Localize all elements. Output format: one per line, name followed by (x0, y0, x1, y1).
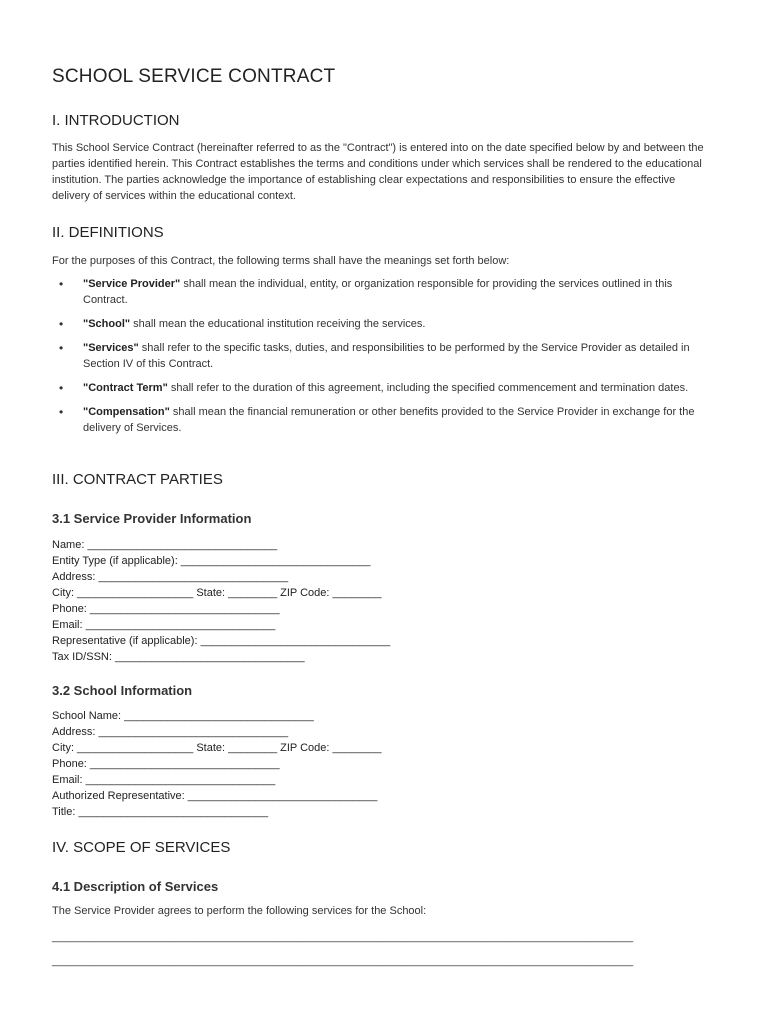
definitions-intro: For the purposes of this Contract, the following terms shall have the meanings set forth below: (52, 255, 510, 267)
provider-address-field[interactable]: Address: _______________________________ (52, 571, 289, 583)
provider-entity-type-field[interactable]: Entity Type (if applicable): _______________________________ (52, 555, 371, 567)
school-info-form (52, 708, 381, 820)
definition-term: "Service Provider" (83, 278, 181, 290)
school-city-state-zip-field[interactable]: City: ___________________ State: ________ ZIP Code: ________ (52, 742, 382, 754)
definition-term: "Services" (83, 342, 139, 354)
bullet-icon: • (59, 381, 64, 395)
definition-term: "School" (83, 318, 131, 330)
definition-item (52, 404, 716, 436)
provider-city-state-zip-field[interactable]: City: ___________________ State: ________ ZIP Code: ________ (52, 587, 382, 599)
document-title: SCHOOL SERVICE CONTRACT (52, 66, 336, 87)
definition-item (52, 340, 716, 372)
school-title-field[interactable]: Title: _______________________________ (52, 806, 269, 818)
definitions-list (52, 276, 716, 444)
services-intro: The Service Provider agrees to perform the following services for the School: (52, 905, 427, 917)
provider-representative-field[interactable]: Representative (if applicable): _______________________________ (52, 635, 391, 647)
definition-text: shall mean the educational institution receiving the services. (130, 318, 426, 330)
definition-item (52, 276, 716, 308)
section-introduction-heading: I. INTRODUCTION (52, 112, 180, 129)
school-email-field[interactable]: Email: _______________________________ (52, 774, 276, 786)
bullet-icon: • (59, 341, 64, 355)
school-phone-field[interactable]: Phone: _______________________________ (52, 758, 280, 770)
school-info-heading: 3.2 School Information (52, 683, 193, 698)
provider-phone-field[interactable]: Phone: _______________________________ (52, 603, 280, 615)
school-authorized-rep-field[interactable]: Authorized Representative: _______________________________ (52, 790, 378, 802)
definition-text: shall mean the individual, entity, or organization responsible for providing the services outlined in this Contract. (83, 278, 673, 306)
introduction-paragraph: This School Service Contract (hereinafter referred to as the "Contract") is entered into on the date specified below by and between the parties identified herein. This Contract establishes the terms and conditions under which services shall be rendered to the educational institution. The parties acknowledge the importance of establishing clear expectations and responsibilities to ensure the effective delivery of services within the educational context. (52, 142, 704, 202)
definition-text: shall refer to the duration of this agreement, including the specified commencement and termination dates. (167, 382, 689, 394)
description-of-services-heading: 4.1 Description of Services (52, 879, 219, 894)
section-scope-heading: IV. SCOPE OF SERVICES (52, 839, 231, 856)
section-definitions-heading: II. DEFINITIONS (52, 224, 164, 241)
school-address-field[interactable]: Address: _______________________________ (52, 726, 289, 738)
service-provider-info-heading: 3.1 Service Provider Information (52, 511, 252, 526)
definition-item (52, 316, 716, 332)
bullet-icon: • (59, 317, 64, 331)
bullet-icon: • (59, 405, 64, 419)
provider-name-field[interactable]: Name: _______________________________ (52, 539, 278, 551)
provider-email-field[interactable]: Email: _______________________________ (52, 619, 276, 631)
bullet-icon: • (59, 277, 64, 291)
definition-term: "Contract Term" (83, 382, 168, 394)
section-contract-parties-heading: III. CONTRACT PARTIES (52, 471, 223, 488)
services-blank-line[interactable]: _______________________________________________________________________________________________ (52, 955, 634, 967)
definition-text: shall mean the financial remuneration or other benefits provided to the Service Provider in exchange for the delivery of Services. (83, 406, 695, 434)
services-blank-line[interactable]: _______________________________________________________________________________________________ (52, 931, 634, 943)
provider-tax-id-field[interactable]: Tax ID/SSN: _______________________________ (52, 651, 305, 663)
definition-text: shall refer to the specific tasks, duties, and responsibilities to be performed by the Service Provider as detailed in Section IV of this Contract. (83, 342, 690, 370)
school-name-field[interactable]: School Name: _______________________________ (52, 710, 314, 722)
service-provider-form (52, 537, 390, 665)
definition-item (52, 380, 716, 396)
definition-term: "Compensation" (83, 406, 170, 418)
